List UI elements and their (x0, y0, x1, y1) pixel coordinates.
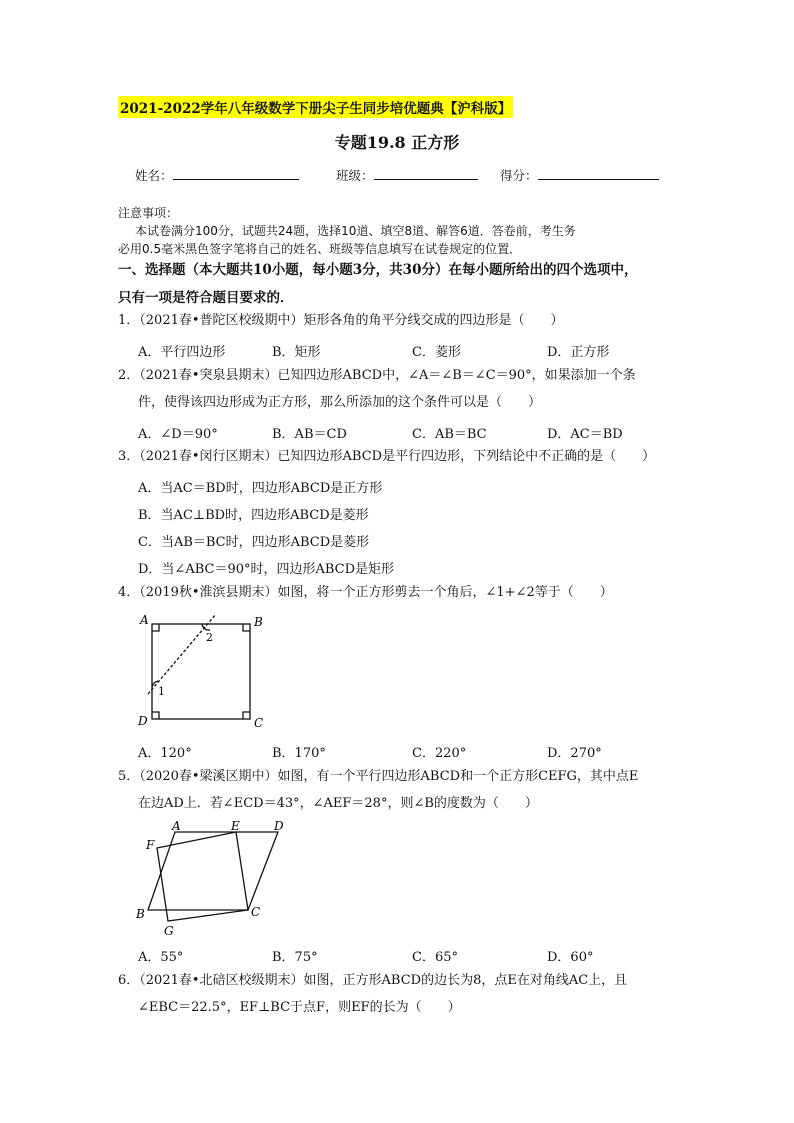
question-1-option-d[interactable]: D．正方形 (547, 345, 610, 360)
cut-line (148, 614, 216, 694)
label-d: D (138, 714, 148, 728)
square-cefg (157, 832, 248, 921)
page-title: 专题19.8 正方形 (334, 133, 460, 152)
question-4-option-d[interactable]: D．270° (547, 746, 602, 761)
question-1-option-b[interactable]: B．矩形 (272, 345, 321, 360)
label-angle-2: 2 (206, 631, 213, 644)
class-label: 班级： (336, 168, 374, 183)
question-2-option-b[interactable]: B．AB＝CD (272, 427, 347, 442)
label-c: C (251, 905, 261, 919)
parallelogram-abcd (148, 832, 278, 910)
question-1-option-c[interactable]: C．菱形 (412, 345, 461, 360)
score-field[interactable] (500, 166, 659, 184)
label-g: G (164, 924, 174, 938)
figure-5-parallelogram-diagram (130, 815, 300, 940)
notice-heading: 注意事项： (118, 206, 179, 220)
question-3-option-c[interactable]: C．当AB＝BC时，四边形ABCD是菱形 (138, 535, 370, 550)
question-5-stem-line-2: 在边AD上．若∠ECD＝43°，∠AEF＝28°，则∠B的度数为（ ） (138, 796, 538, 811)
question-2-option-a[interactable]: A．∠D＝90° (138, 427, 218, 442)
question-5-option-b[interactable]: B．75° (272, 950, 318, 965)
name-field[interactable] (135, 166, 299, 184)
label-c: C (254, 716, 264, 730)
figure-4-square-diagram (130, 610, 280, 735)
header-banner: 2021-2022学年八年级数学下册尖子生同步培优题典【沪科版】 (118, 96, 513, 118)
label-b: B (254, 615, 263, 629)
class-field[interactable] (336, 166, 478, 184)
question-4-option-c[interactable]: C．220° (412, 746, 467, 761)
question-3-option-b[interactable]: B．当AC⊥BD时，四边形ABCD是菱形 (138, 508, 369, 523)
notice-line-2: 必用0.5毫米黑色签字笔将自己的姓名、班级等信息填写在试卷规定的位置． (118, 242, 522, 256)
label-e: E (231, 819, 240, 833)
question-5-option-a[interactable]: A．55° (138, 950, 184, 965)
question-1-stem: 1．（2021春•普陀区校级期中）矩形各角的角平分线交成的四边形是（ ） (118, 313, 564, 328)
label-a: A (172, 819, 181, 833)
question-5-option-d[interactable]: D．60° (547, 950, 594, 965)
question-3-option-a[interactable]: A．当AC＝BD时，四边形ABCD是正方形 (138, 481, 383, 496)
square-abcd (152, 624, 250, 719)
label-b: B (136, 907, 145, 921)
label-angle-1: 1 (158, 685, 165, 698)
question-2-stem-line-2: 件，使得该四边形成为正方形，那么所添加的这个条件可以是（ ） (138, 395, 542, 410)
label-d: D (274, 819, 284, 833)
question-6-stem-line-2: ∠EBC＝22.5°，EF⊥BC于点F，则EF的长为（ ） (138, 1000, 461, 1015)
question-5-option-c[interactable]: C．65° (412, 950, 458, 965)
score-label: 得分： (500, 168, 538, 183)
question-4-option-b[interactable]: B．170° (272, 746, 326, 761)
question-4-option-a[interactable]: A．120° (138, 746, 192, 761)
question-6-stem-line-1: 6．（2021春•北碚区校级期末）如图，正方形ABCD的边长为8，点E在对角线AC上，且 (118, 973, 628, 988)
question-2-option-c[interactable]: C．AB＝BC (412, 427, 487, 442)
question-5-stem-line-1: 5．（2020春•梁溪区期中）如图，有一个平行四边形ABCD和一个正方形CEFG，其中点E (118, 769, 639, 784)
question-4-stem: 4．（2019秋•淮滨县期末）如图，将一个正方形剪去一个角后，∠1+∠2等于（ ） (118, 585, 613, 600)
question-3-stem: 3．（2021春•闵行区期末）已知四边形ABCD是平行四边形，下列结论中不正确的是（ ） (118, 449, 656, 464)
question-1-option-a[interactable]: A．平行四边形 (138, 345, 226, 360)
question-2-stem-line-1: 2．（2021春•突泉县期末）已知四边形ABCD中，∠A＝∠B＝∠C＝90°，如果添加一个条 (118, 368, 636, 383)
name-label: 姓名： (135, 168, 173, 183)
notice-line-1: 本试卷满分100分，试题共24题，选择10道、填空8道、解答6道．答卷前，考生务 (135, 224, 576, 238)
question-2-option-d[interactable]: D．AC＝BD (547, 427, 623, 442)
label-f: F (146, 838, 155, 852)
question-3-option-d[interactable]: D．当∠ABC＝90°时，四边形ABCD是矩形 (138, 562, 395, 577)
section-heading-line-2: 只有一项是符合题目要求的． (118, 290, 294, 306)
label-a: A (140, 613, 149, 627)
section-heading-line-1: 一、选择题（本大题共10小题，每小题3分，共30分）在每小题所给出的四个选项中， (118, 262, 638, 278)
